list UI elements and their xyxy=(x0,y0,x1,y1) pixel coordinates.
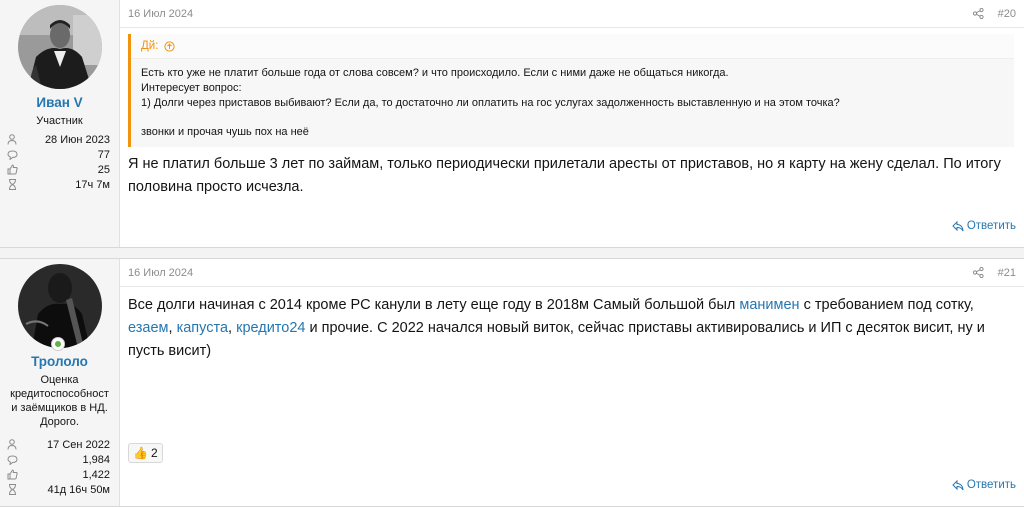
post-date[interactable]: 16 Июл 2024 xyxy=(128,266,194,279)
stat-joined: 17 Сен 2022 xyxy=(0,437,120,452)
online-status-indicator xyxy=(51,337,65,351)
reply-button[interactable]: Ответить xyxy=(952,220,1016,232)
stat-joined: 28 Июн 2023 xyxy=(0,132,120,147)
user-panel xyxy=(0,0,120,247)
link-manimen[interactable]: манимен xyxy=(739,297,800,313)
stat-time: 17ч 7м xyxy=(0,177,120,192)
quote-content: Есть кто уже не платит больше года от слова совсем? и что происходило. Если с ними даже не общаться никогда. Интересует вопрос: 1) Долги через приставов выбивают? Если да, то достаточно ли оплатить на гос услугах задолженность выставленную и на этом точка? звонки и прочая чушь пох на неё xyxy=(141,67,840,138)
stat-messages: 77 xyxy=(0,147,120,162)
quote-header[interactable] xyxy=(131,34,1014,59)
user-stats xyxy=(0,132,120,192)
quote-author[interactable]: Дй: xyxy=(141,40,159,52)
post-text: Я не платил больше 3 лет по займам, только периодически прилетали аресты от приставов, но я карту на жену сделал. По итогу половина просто исчезла. xyxy=(128,156,1001,195)
reply-button[interactable]: Ответить xyxy=(952,479,1016,491)
post-meta xyxy=(120,259,1024,287)
user-icon xyxy=(0,134,24,145)
username[interactable]: Иван V xyxy=(36,95,83,110)
stat-reactions: 25 xyxy=(0,162,120,177)
post-body xyxy=(120,259,1024,506)
link-ezaem[interactable]: езаем xyxy=(128,320,169,336)
post-text: Все долги начиная с 2014 кроме РС канули в лету еще году в 2018м Самый большой был манимен с требованием под сотку, езаем, капуста, кредито24 и прочие. С 2022 начался новый виток, сейчас приставы активировались и ИП с десяток висит, ну и пусть висит) xyxy=(128,297,985,359)
hourglass-icon xyxy=(0,484,24,495)
user-stats xyxy=(0,437,120,497)
user-title: Оценка кредитоспособност и заёмщиков в НД. Дорого. xyxy=(10,374,109,428)
user-title: Участник xyxy=(36,115,83,127)
user-icon xyxy=(0,439,24,450)
post-date[interactable]: 16 Июл 2024 xyxy=(128,7,194,20)
reaction-bar[interactable] xyxy=(128,443,163,463)
thumbs-up-icon: 👍 xyxy=(133,446,148,460)
stat-messages: 1,984 xyxy=(0,452,120,467)
link-kredito24[interactable]: кредито24 xyxy=(236,320,306,336)
post-meta xyxy=(120,0,1024,28)
stat-reactions: 1,422 xyxy=(0,467,120,482)
thumbs-up-icon xyxy=(0,469,24,480)
arrow-up-circle-icon[interactable] xyxy=(164,41,175,52)
avatar[interactable] xyxy=(18,5,102,89)
reaction-count: 2 xyxy=(150,446,158,460)
post-20 xyxy=(0,0,1024,248)
stat-time: 41д 16ч 50м xyxy=(0,482,120,497)
comment-icon xyxy=(0,150,24,160)
link-kapusta[interactable]: капуста xyxy=(176,320,229,336)
post-number[interactable]: #21 xyxy=(997,266,1016,279)
user-panel xyxy=(0,259,120,506)
hourglass-icon xyxy=(0,179,24,190)
post-separator xyxy=(0,248,1024,258)
avatar[interactable] xyxy=(18,264,102,348)
reply-icon xyxy=(952,221,964,232)
reply-icon xyxy=(952,480,964,491)
share-icon[interactable] xyxy=(973,8,984,19)
quote-block xyxy=(128,34,1014,147)
comment-icon xyxy=(0,455,24,465)
username[interactable]: Трололо xyxy=(31,354,88,369)
post-21 xyxy=(0,258,1024,507)
post-body xyxy=(120,0,1024,247)
share-icon[interactable] xyxy=(973,267,984,278)
post-number[interactable]: #20 xyxy=(997,7,1016,20)
thumbs-up-icon xyxy=(0,164,24,175)
